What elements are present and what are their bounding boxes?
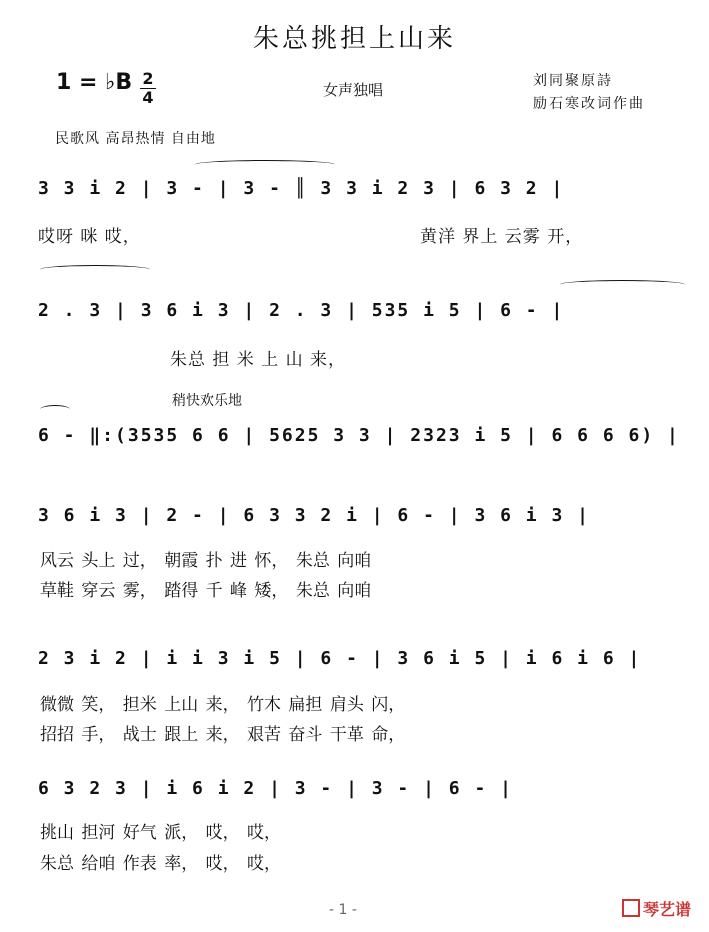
logo-icon <box>622 899 640 917</box>
page-number: - 1 - <box>329 902 357 918</box>
lyrics-line-4b: 草鞋 穿云 雾， 踏得 千 峰 矮， 朱总 向咱 <box>40 581 372 601</box>
site-logo <box>622 897 691 920</box>
time-numerator: 2 <box>140 70 156 89</box>
notation-line-2: 2 . 3 | 3 6 i 3 | 2 . 3 | 535 i 5 | 6 - | <box>38 300 565 321</box>
lyrics-line-4a: 风云 头上 过， 朝霞 扑 进 怀， 朱总 向咱 <box>40 551 372 571</box>
credit-composer: 励石寒改词作曲 <box>533 96 645 112</box>
notation-line-3: 6 - ‖:(3535 6 6 | 5625 3 3 | 2323 i 5 | 6 6 6 6) | <box>38 425 680 446</box>
performance-note: 女声独唱 <box>323 81 384 99</box>
notation-line-6: 6 3 2 3 | i 6 i 2 | 3 - | 3 - | 6 - | <box>38 778 513 799</box>
slur-line-2 <box>40 265 150 274</box>
lyrics-line-1a: 哎呀 咪 哎， <box>38 227 141 247</box>
time-signature <box>140 70 156 107</box>
style-marking: 民歌风 高昂热情 自由地 <box>55 131 216 147</box>
tempo-marking: 稍快欢乐地 <box>172 393 242 409</box>
slur-line-3 <box>40 405 70 414</box>
notation-line-4: 3 6 i 3 | 2 - | 6 3 3 2 i | 6 - | 3 6 i 3 | <box>38 505 590 526</box>
slur-line-1 <box>195 160 335 169</box>
time-denominator: 4 <box>142 88 154 107</box>
lyrics-line-6a: 挑山 担河 好气 派， 哎， 哎， <box>40 823 282 843</box>
slur-line-2b <box>560 280 685 289</box>
lyrics-line-5a: 微微 笑， 担米 上山 来， 竹木 扁担 肩头 闪， <box>40 695 406 715</box>
lyrics-line-1b: 黄洋 界上 云雾 开， <box>420 227 584 247</box>
lyrics-line-5b: 招招 手， 战士 跟上 来， 艰苦 奋斗 干革 命， <box>40 725 406 745</box>
page-title: 朱总挑担上山来 <box>252 24 456 54</box>
notation-line-5: 2 3 i 2 | i i 3 i 5 | 6 - | 3 6 i 5 | i 6 i 6 | <box>38 648 642 669</box>
credit-lyrics: 刘同聚原詩 <box>533 73 613 89</box>
lyrics-line-6b: 朱总 给咱 作表 率， 哎， 哎， <box>40 854 282 874</box>
logo-text: 琴艺谱 <box>642 900 691 919</box>
key-signature: 1 = ♭B <box>56 70 133 95</box>
lyrics-line-2: 朱总 担 米 上 山 来， <box>170 350 347 370</box>
notation-line-1: 3 3 i 2 | 3 - | 3 - ║ 3 3 i 2 3 | 6 3 2 | <box>38 178 565 199</box>
